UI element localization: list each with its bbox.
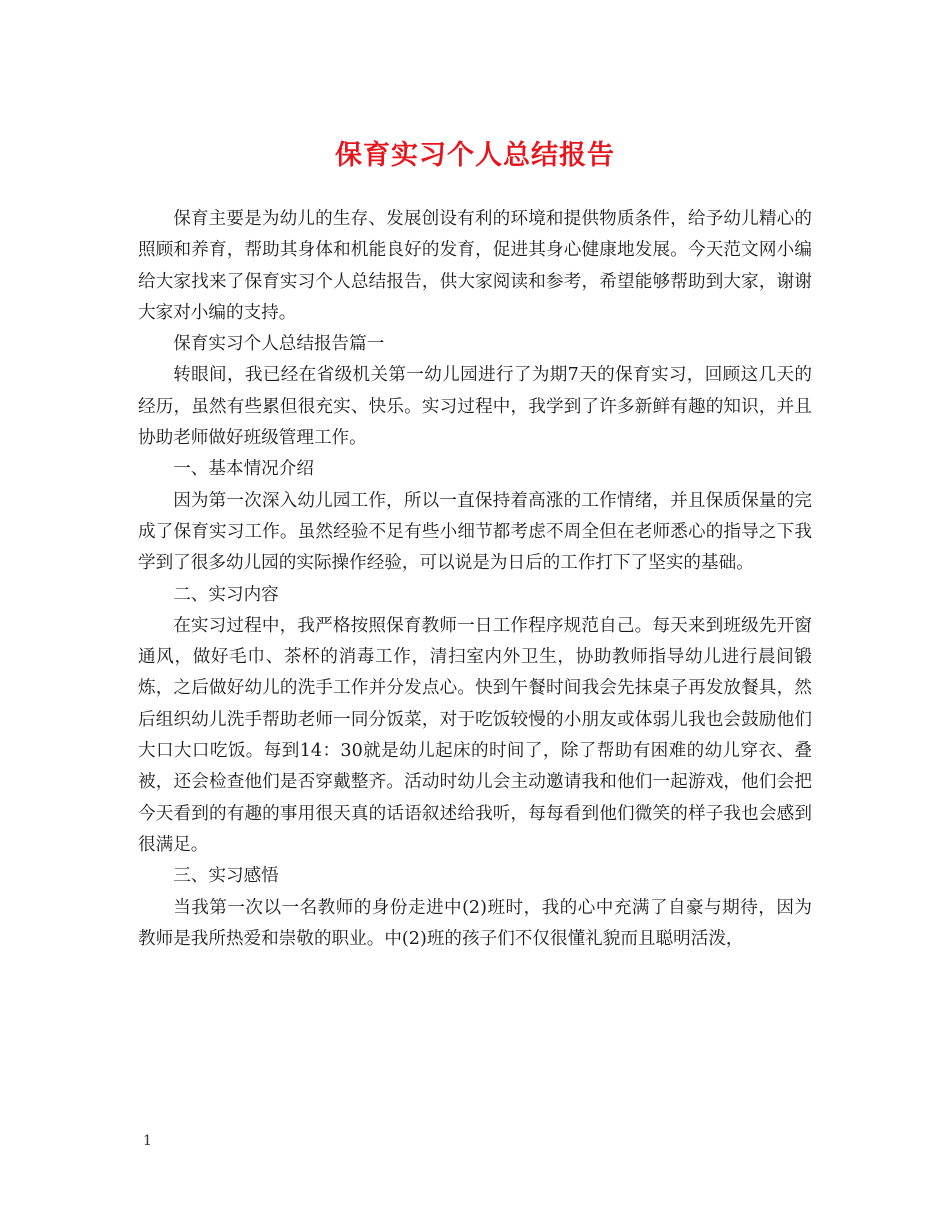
- body-paragraph: 因为第一次深入幼儿园工作，所以一直保持着高涨的工作情绪，并且保质保量的完成了保育实习工作。虽然经验不足有些小细节都考虑不周全但在老师悉心的指导之下我学到了很多幼儿园的实际操作经验，可以说是为日后的工作打下了坚实的基础。: [138, 490, 812, 574]
- body-paragraph: 当我第一次以一名教师的身份走进中(2)班时，我的心中充满了自豪与期待，因为教师是我所热爱和崇敬的职业。中(2)班的孩子们不仅很懂礼貌而且聪明活泼，: [138, 897, 812, 949]
- section-heading-part-one: 保育实习个人总结报告篇一: [173, 334, 385, 355]
- body-paragraph: 在实习过程中，我严格按照保育教师一日工作程序规范自己。每天来到班级先开窗通风，做好毛巾、茶杯的消毒工作，清扫室内外卫生，协助教师指导幼儿进行晨间锻炼，之后做好幼儿的洗手工作并分发点心。快到午餐时间我会先抹桌子再发放餐具，然后组织幼儿洗手帮助老师一同分饭菜，对于吃饭较慢的小朋友或体弱儿我也会鼓励他们大口大口吃饭。每到14：30就是幼儿起床的时间了，除了帮助有困难的幼儿穿衣、叠被，还会检查他们是否穿戴整齐。活动时幼儿会主动邀请我和他们一起游戏，他们会把今天看到的有趣的事用很天真的话语叙述给我听，每每看到他们微笑的样子我也会感到很满足。: [138, 615, 812, 855]
- section-heading-basic-info: 一、基本情况介绍: [173, 459, 314, 480]
- section-heading-internship-reflection: 三、实习感悟: [173, 866, 279, 887]
- section-heading-internship-content: 二、实习内容: [173, 584, 279, 605]
- document-body: [138, 204, 812, 955]
- body-paragraph: 转眼间，我已经在省级机关第一幼儿园进行了为期7天的保育实习，回顾这几天的经历，虽然有些累但很充实、快乐。实习过程中，我学到了许多新鲜有趣的知识，并且协助老师做好班级管理工作。: [138, 365, 812, 449]
- page-number: 1: [143, 1133, 152, 1149]
- intro-paragraph: 保育主要是为幼儿的生存、发展创设有利的环境和提供物质条件，给予幼儿精心的照顾和养育，帮助其身体和机能良好的发育，促进其身心健康地发展。今天范文网小编给大家找来了保育实习个人总结报告，供大家阅读和参考，希望能够帮助到大家，谢谢大家对小编的支持。: [138, 209, 812, 323]
- document-title: 保育实习个人总结报告: [335, 140, 615, 171]
